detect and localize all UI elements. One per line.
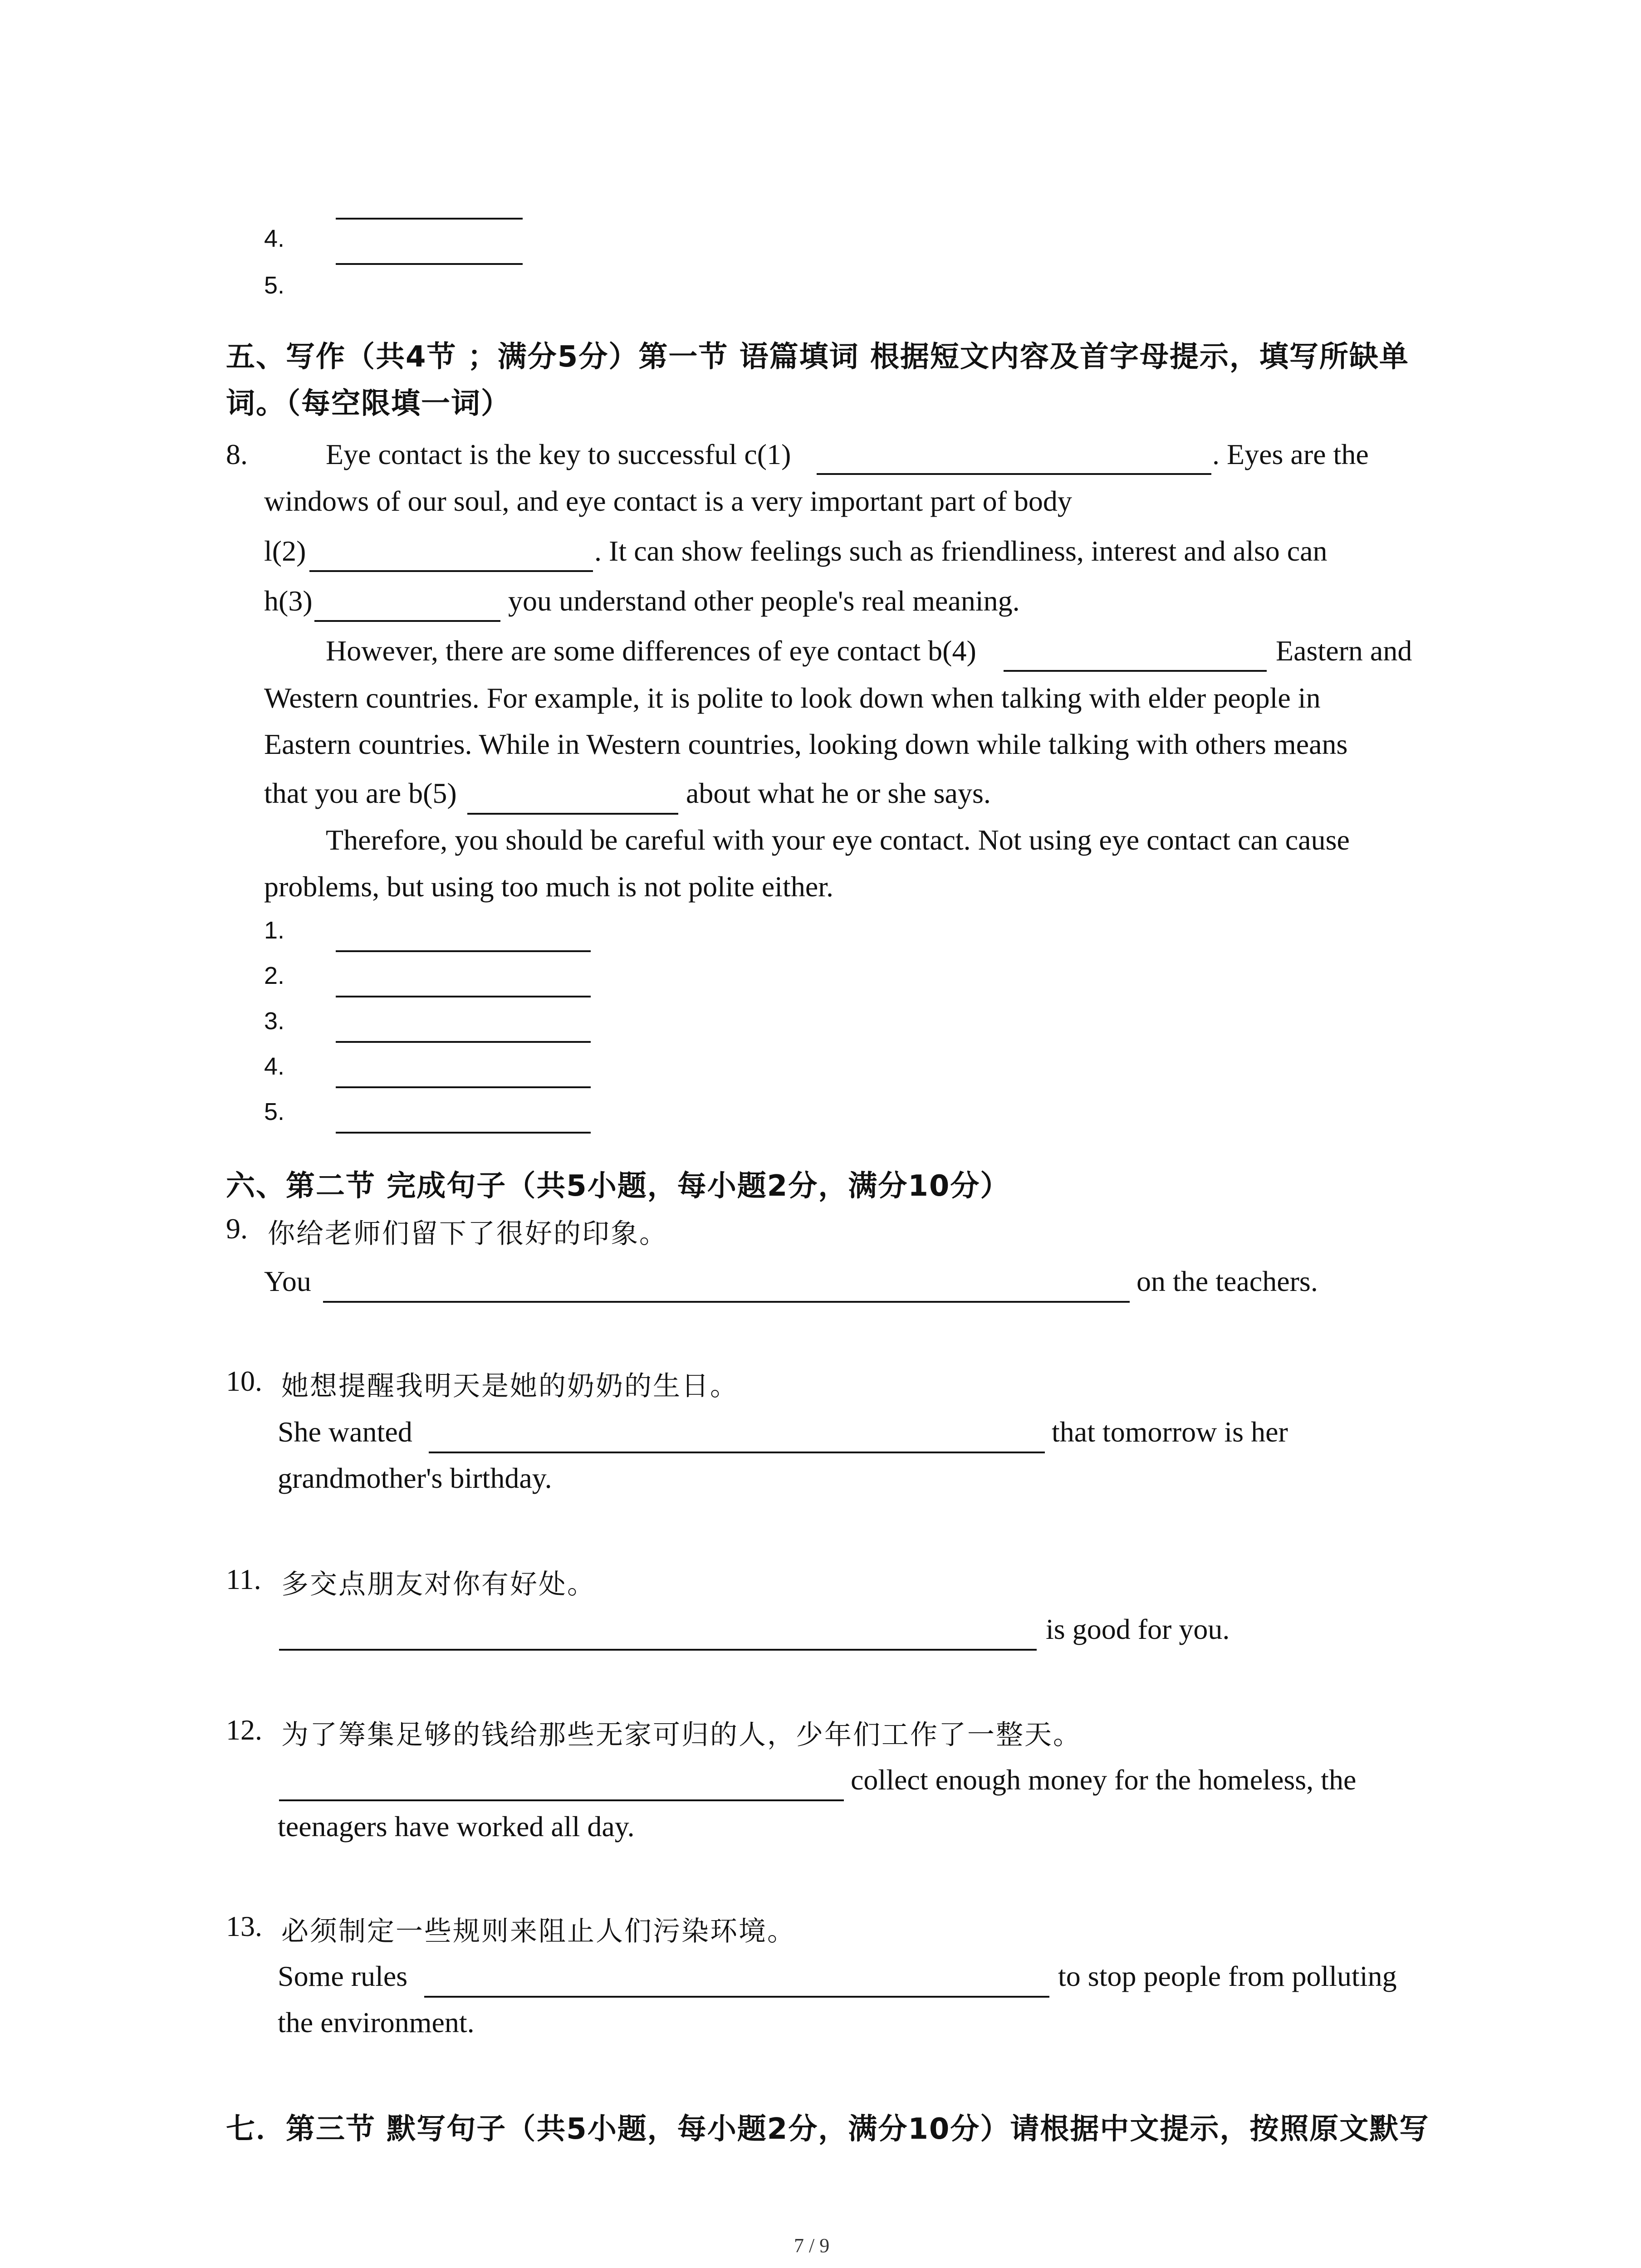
passage-text: about what he or she says. [686, 777, 991, 809]
section-heading: 六、第二节 完成句子（共5小题，每小题2分，满分10分） [226, 1169, 1010, 1203]
blank-b4[interactable] [1004, 670, 1267, 672]
question-prompt-cn: 多交点朋友对你有好处。 [281, 1569, 596, 1600]
sentence-blank[interactable] [279, 1799, 844, 1801]
sentence-blank[interactable] [279, 1649, 1037, 1651]
question-number: 12. [226, 1714, 262, 1746]
sentence-blank[interactable] [323, 1301, 1130, 1303]
sentence-blank[interactable] [429, 1452, 1045, 1453]
answer-blank[interactable] [336, 218, 523, 220]
passage-text: that you are b(5) [264, 777, 457, 809]
sentence-text: on the teachers. [1136, 1265, 1318, 1297]
passage-text: windows of our soul, and eye contact is a very important part of body [264, 485, 1072, 517]
answer-number: 2. [264, 962, 285, 989]
section-heading: 七．第三节 默写句子（共5小题，每小题2分，满分10分）请根据中文提示，按照原文默写 [226, 2112, 1430, 2146]
sentence-blank[interactable] [424, 1996, 1049, 1998]
passage-text: Western countries. For example, it is polite to look down when talking with elder people in [264, 682, 1321, 714]
blank-l2[interactable] [309, 570, 593, 572]
passage-text: problems, but using too much is not polite either. [264, 870, 833, 903]
question-prompt-cn: 为了筹集足够的钱给那些无家可归的人，少年们工作了一整天。 [281, 1719, 1082, 1751]
sentence-text: teenagers have worked all day. [278, 1810, 635, 1843]
passage-text: you understand other people's real meaning. [508, 585, 1020, 617]
sentence-text: She wanted [278, 1416, 412, 1448]
answer-blank[interactable] [336, 1041, 591, 1043]
question-number: 11. [226, 1563, 261, 1595]
sentence-text: to stop people from polluting [1058, 1960, 1397, 1992]
answer-number: 4. [264, 1053, 285, 1080]
answer-number: 3. [264, 1007, 285, 1035]
answer-number: 4. [264, 225, 285, 252]
answer-blank[interactable] [336, 263, 523, 265]
question-prompt-cn: 你给老师们留下了很好的印象。 [268, 1218, 668, 1250]
question-prompt-cn: 她想提醒我明天是她的奶奶的生日。 [281, 1370, 739, 1402]
question-number: 9. [226, 1212, 248, 1245]
page-number: 7 / 9 [794, 2234, 830, 2257]
answer-blank[interactable] [336, 1086, 591, 1088]
sentence-text: that tomorrow is her [1052, 1416, 1288, 1448]
question-number: 10. [226, 1365, 262, 1397]
passage-text: . Eyes are the [1212, 438, 1369, 470]
answer-number: 1. [264, 917, 285, 944]
sentence-text: is good for you. [1046, 1613, 1230, 1645]
answer-blank[interactable] [336, 950, 591, 952]
passage-text: . It can show feelings such as friendliness, interest and also can [594, 535, 1327, 567]
sentence-text: You [264, 1265, 311, 1297]
passage-text: Therefore, you should be careful with your eye contact. Not using eye contact can cause [326, 824, 1350, 856]
answer-number: 5. [264, 1098, 285, 1125]
passage-text: h(3) [264, 585, 313, 617]
passage-text: However, there are some differences of eye contact b(4) [326, 635, 976, 667]
sentence-text: collect enough money for the homeless, the [851, 1764, 1357, 1796]
question-prompt-cn: 必须制定一些规则来阻止人们污染环境。 [281, 1916, 796, 1947]
passage-text: Eye contact is the key to successful c(1) [326, 438, 791, 470]
answer-blank[interactable] [336, 1132, 591, 1134]
answer-number: 5. [264, 272, 285, 299]
sentence-text: the environment. [278, 2006, 475, 2038]
answer-blank[interactable] [336, 996, 591, 997]
blank-b5[interactable] [467, 813, 678, 815]
sentence-text: Some rules [278, 1960, 408, 1992]
blank-c1[interactable] [817, 473, 1211, 475]
blank-h3[interactable] [314, 620, 500, 622]
section-heading: 五、写作（共4节 ；满分5分）第一节 语篇填词 根据短文内容及首字母提示，填写所缺单 [226, 340, 1409, 374]
question-number: 8. [226, 438, 248, 470]
passage-text: l(2) [264, 535, 306, 567]
sentence-text: grandmother's birthday. [278, 1462, 552, 1494]
passage-text: Eastern countries. While in Western countries, looking down while talking with others means [264, 728, 1348, 760]
question-number: 13. [226, 1910, 262, 1942]
passage-text: Eastern and [1276, 635, 1412, 667]
section-heading-cont: 词。（每空限填一词） [226, 387, 511, 420]
